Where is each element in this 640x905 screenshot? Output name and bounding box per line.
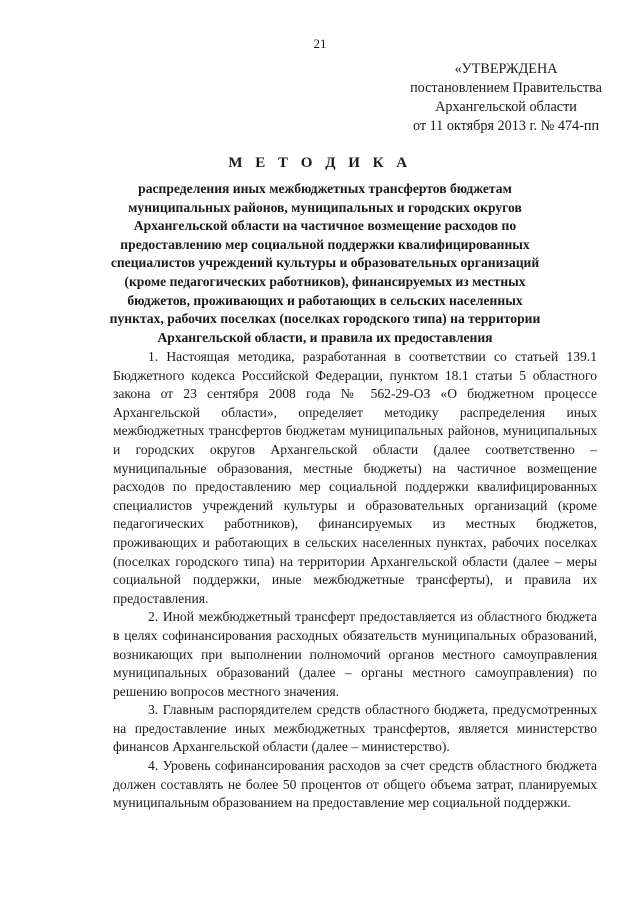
paragraph-4: 4. Уровень софинансирования расходов за счет средств областного бюджета должен составлять не более 50 процентов от общего объема затрат, планируемых муниципальным образованием на предоставление мер социальной поддержки.	[113, 758, 597, 811]
subtitle-line: специалистов учреждений культуры и образовательных организаций	[110, 255, 540, 271]
document-body	[113, 348, 597, 813]
paragraph-2: 2. Иной межбюджетный трансферт предоставляется из областного бюджета в целях софинансирования расходных обязательств муниципальных образований, возникающих при выполнении полномочий органов местного самоуправления муниципальных образований (далее – органы местного самоуправления) по решению вопросов местного значения.	[113, 609, 597, 699]
paragraph-1: 1. Настоящая методика, разработанная в соответствии со статьей 139.1 Бюджетного кодекса Российской Федерации, пунктом 18.1 статьи 5 областного закона от 23 сентября 2008 года № 562-29-ОЗ «О бюджетном процессе Архангельской области», определяет методику распределения иных межбюджетных трансфертов бюджетам муниципальных районов, муниципальных и городских округов Архангельской области (далее соответственно – муниципальные образования, местные бюджеты) на частичное возмещение расходов по предоставлению мер социальной поддержки квалифицированных специалистов учреждений культуры и образовательных организаций (кроме педагогических работников), финансируемых из местных бюджетов, проживающих и работающих в сельских населенных пунктах, рабочих поселках (поселках городского типа) на территории Архангельской области (далее – меры социальной поддержки, иные межбюджетные трансферты), и правила их предоставления.	[113, 349, 597, 606]
subtitle-line: Архангельской области, и правила их предоставления	[157, 329, 493, 345]
subtitle-line: (кроме педагогических работников), финансируемых из местных	[124, 273, 526, 289]
approval-stamp	[388, 60, 624, 136]
approval-line-resolution: постановлением Правительства	[410, 80, 602, 96]
subtitle-line: Архангельской области на частичное возмещение расходов по	[133, 218, 517, 234]
subtitle-line: предоставлению мер социальной поддержки квалифицированных	[120, 236, 530, 252]
subtitle-line: муниципальных районов, муниципальных и городских округов	[128, 199, 522, 215]
document-subtitle	[100, 180, 550, 347]
paragraph-3: 3. Главным распорядителем средств областного бюджета, предусмотренных на предоставление иных межбюджетных трансфертов, является министерство финансов Архангельской области (далее – министерство).	[113, 702, 597, 755]
page-number: 21	[313, 36, 327, 51]
approval-line-date-number: от 11 октября 2013 г. № 474-пп	[412, 118, 600, 134]
approval-line-approved: «УТВЕРЖДЕНА	[454, 61, 558, 77]
subtitle-line: распределения иных межбюджетных трансфертов бюджетам	[138, 181, 512, 196]
approval-line-region: Архангельской области	[435, 99, 577, 115]
document-title: М Е Т О Д И К А	[228, 155, 412, 171]
subtitle-line: бюджетов, проживающих и работающих в сельских населенных	[127, 292, 523, 308]
subtitle-line: пунктах, рабочих поселках (поселках городского типа) на территории	[109, 311, 541, 327]
